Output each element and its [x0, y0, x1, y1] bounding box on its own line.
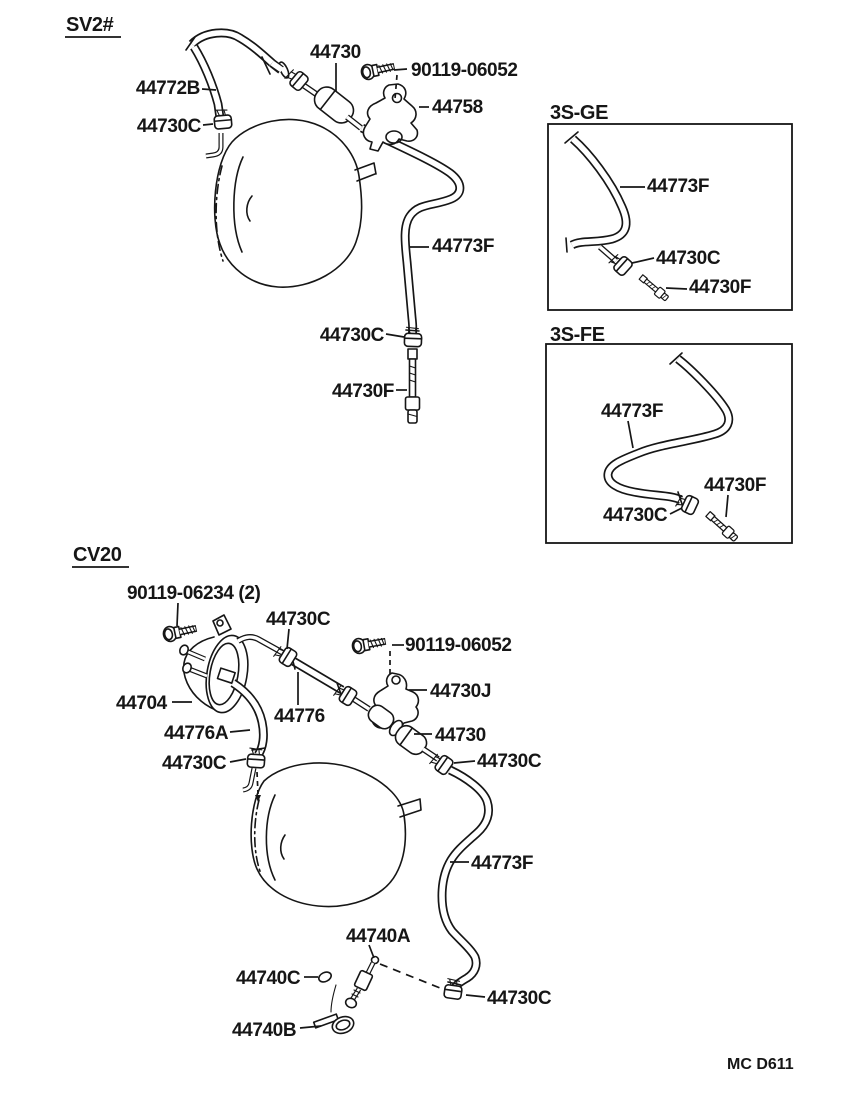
label-44773f-ge: 44773F — [647, 176, 710, 197]
label-44773f-cv20: 44773F — [471, 853, 534, 874]
label-44730f-sv2: 44730F — [331, 381, 394, 402]
fitting-44730f-fe — [705, 510, 740, 543]
label-44730-cv20: 44730 — [435, 725, 486, 746]
label-44758: 44758 — [432, 97, 483, 118]
hose-44773f-sv2 — [362, 128, 460, 335]
label-44740a: 44740A — [346, 926, 411, 947]
ge-leader-lines — [620, 187, 687, 289]
section-sv2 — [65, 14, 518, 423]
label-44772b: 44772B — [135, 78, 200, 99]
section-title-3s-ge: 3S-GE — [550, 102, 609, 124]
label-44773f-fe: 44773F — [601, 401, 664, 422]
section-title-3s-fe: 3S-FE — [550, 324, 605, 346]
label-44730c-cv20-bottom: 44730C — [487, 988, 552, 1009]
label-44730j: 44730J — [430, 681, 492, 702]
elbow-pipe-cv20 — [243, 768, 261, 802]
section-title-cv20: CV20 — [73, 544, 122, 566]
section-3s-fe — [546, 324, 792, 543]
brake-booster-drawing-cv20 — [251, 763, 421, 906]
label-44704: 44704 — [116, 693, 167, 714]
section-title-sv2: SV2# — [66, 14, 114, 36]
label-44776: 44776 — [274, 706, 325, 727]
label-44730c-sv2-top: 44730C — [136, 116, 201, 137]
label-44730c-ge: 44730C — [656, 248, 721, 269]
fitting-44730f-sv2 — [406, 349, 420, 423]
figure-code: MC D611 — [727, 1056, 794, 1073]
section-cv20 — [72, 544, 552, 1041]
label-44730c-cv20-left: 44730C — [162, 753, 227, 774]
check-valve-44730-sv2 — [303, 83, 361, 128]
label-44740b: 44740B — [232, 1020, 297, 1041]
bracket-44740b — [314, 1014, 356, 1037]
hose-44772b — [186, 33, 291, 118]
bracket-44758 — [363, 84, 417, 151]
hose-44773f-cv20 — [442, 770, 489, 988]
label-44730f-fe: 44730F — [704, 475, 767, 496]
brake-booster-drawing-sv2 — [215, 119, 376, 287]
label-44730-sv2: 44730 — [310, 42, 361, 63]
label-44730f-ge: 44730F — [689, 277, 752, 298]
rod-44740a — [331, 957, 440, 1013]
label-90119-06052-sv2: 90119-06052 — [411, 60, 518, 81]
label-44730c-fe: 44730C — [603, 505, 668, 526]
label-90119-06234: 90119-06234 (2) — [127, 583, 261, 604]
bolt-90119-06234 — [162, 621, 198, 643]
label-44730c-cv20-mid: 44730C — [477, 751, 542, 772]
bolt-90119-06052-sv2 — [360, 59, 396, 81]
elbow-pipe-sv2 — [206, 133, 221, 156]
hose-44773f-ge — [565, 132, 626, 252]
label-44730c-cv20-top: 44730C — [266, 609, 331, 630]
label-44776a: 44776A — [164, 723, 229, 744]
bolt-90119-06052-cv20 — [351, 634, 387, 655]
label-44740c: 44740C — [236, 968, 301, 989]
label-44730c-sv2-mid: 44730C — [319, 325, 384, 346]
fitting-44730f-ge — [638, 273, 670, 302]
label-90119-06052-cv20: 90119-06052 — [405, 635, 512, 656]
grommet-44740c — [317, 970, 333, 984]
label-44773f-sv2: 44773F — [432, 236, 495, 257]
section-3s-ge — [548, 102, 792, 310]
